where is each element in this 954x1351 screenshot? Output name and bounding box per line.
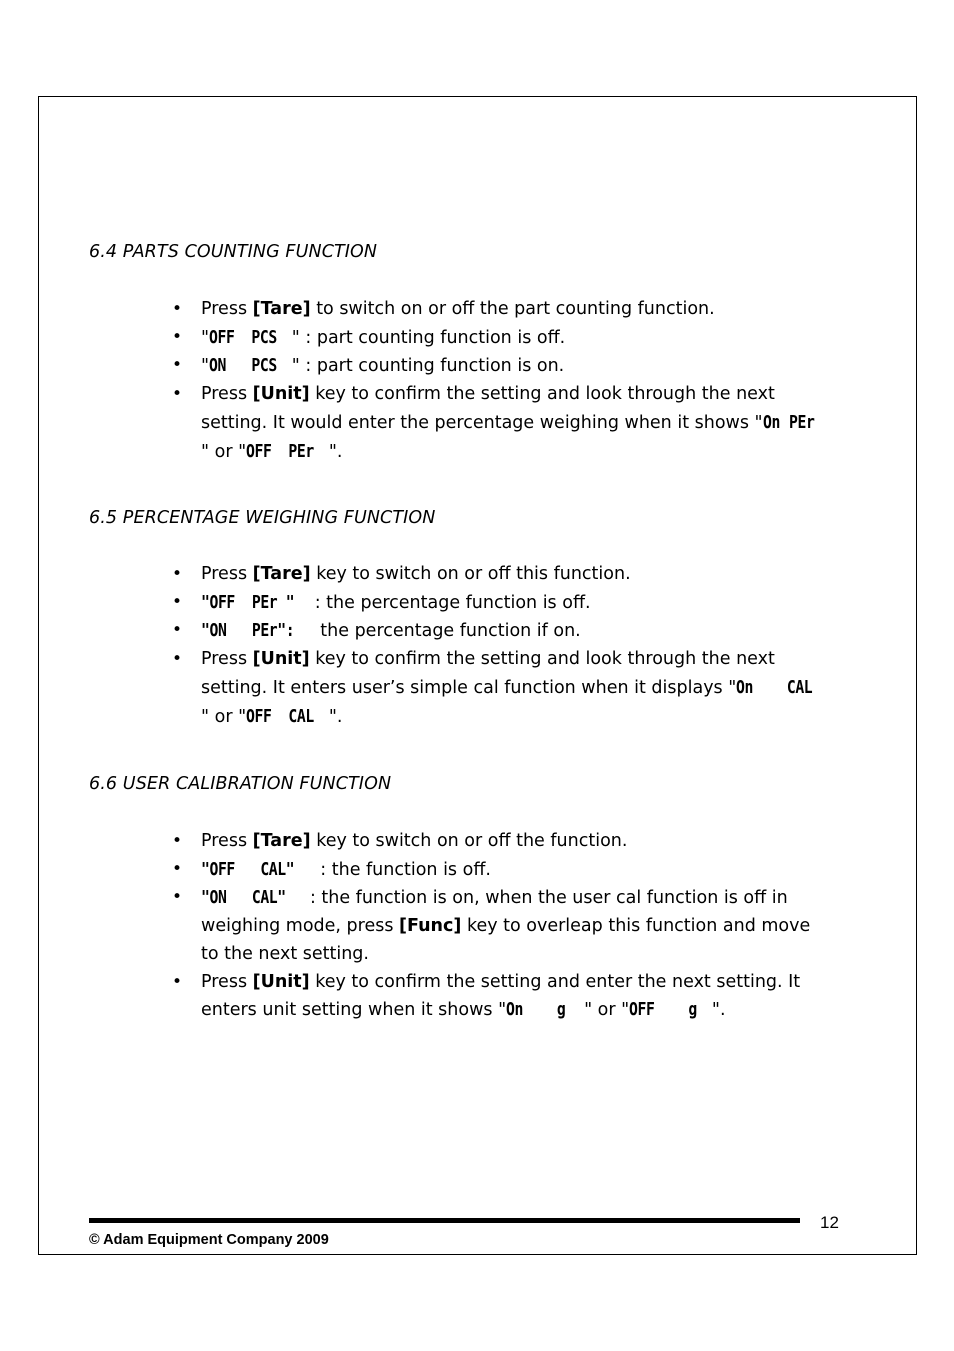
- body-text: Press: [201, 831, 253, 851]
- display-readout: "ON CAL": [201, 887, 286, 909]
- key-name: [Tare]: [252, 564, 311, 584]
- body-text: Press: [201, 971, 253, 992]
- bullet-dot: •: [172, 591, 183, 612]
- bullet-dot: •: [172, 858, 183, 879]
- list-item: [0, 828, 832, 856]
- page-number: 12: [820, 1213, 839, 1232]
- body-text: the percentage function if on.: [314, 621, 581, 642]
- footer-rule: [89, 1218, 800, 1223]
- body-text: " : part counting function is on.: [291, 356, 565, 377]
- display-readout: On: [762, 411, 780, 433]
- display-readout: "OFF PEr ": [201, 591, 295, 613]
- body-text: key to switch on or off the function.: [310, 831, 628, 851]
- body-text: ".: [328, 441, 343, 462]
- body-text: Press: [201, 299, 253, 319]
- key-name: [Unit]: [252, 649, 310, 670]
- display-readout: PEr: [788, 411, 815, 433]
- body-text: to switch on or off the part counting function.: [310, 299, 715, 319]
- body-text: ".: [711, 1000, 726, 1021]
- bullet-dot: •: [172, 649, 183, 670]
- list-item: [0, 352, 832, 381]
- body-text: : the percentage function is off.: [314, 592, 591, 613]
- body-text: " or ": [201, 706, 247, 727]
- list-item: [0, 296, 832, 324]
- key-name: [Unit]: [252, 971, 310, 992]
- list-item: [0, 969, 832, 1025]
- body-text: ": [201, 327, 210, 348]
- body-text: : the function is off.: [314, 859, 491, 880]
- display-readout: "ON PEr":: [201, 620, 295, 642]
- bullet-dot: •: [172, 326, 183, 347]
- key-name: [Tare]: [252, 299, 311, 319]
- display-readout: "OFF CAL": [201, 858, 295, 880]
- section-heading: 6.5 PERCENTAGE WEIGHING FUNCTION: [89, 508, 436, 528]
- body-text: [783, 413, 789, 433]
- body-text: Press: [201, 384, 253, 405]
- list-item: [0, 324, 832, 353]
- display-readout: On CAL: [736, 676, 813, 698]
- body-text: key to confirm the setting and enter the next setting. It enters unit setting when it shows ": [201, 971, 801, 1021]
- display-readout: On g: [506, 999, 566, 1021]
- display-readout: OFF g: [629, 999, 698, 1021]
- body-text: key to switch on or off this function.: [310, 564, 631, 584]
- body-text: key to confirm the setting and look through the next setting. It enters user’s simple cal function when it displays ": [201, 649, 775, 698]
- body-text: ": [201, 356, 210, 377]
- body-text: " or ": [201, 441, 247, 462]
- display-readout: OFF PCS: [209, 326, 277, 348]
- bullet-dot: •: [172, 971, 183, 992]
- body-text: Press: [201, 649, 253, 670]
- bullet-dot: •: [172, 384, 183, 405]
- body-text: key to overleap this function and move to the next setting.: [201, 916, 811, 964]
- key-name: [Func]: [399, 916, 462, 937]
- section-heading: 6.4 PARTS COUNTING FUNCTION: [89, 242, 378, 262]
- bullet-list: [0, 296, 832, 466]
- bullet-list: [0, 828, 832, 1025]
- list-item: [0, 856, 832, 885]
- list-item: [0, 884, 832, 968]
- footer-copyright: © Adam Equipment Company 2009: [89, 1232, 329, 1248]
- section-heading: 6.6 USER CALIBRATION FUNCTION: [89, 774, 392, 794]
- list-item: [0, 561, 832, 589]
- bullet-dot: •: [172, 299, 183, 319]
- list-item: [0, 646, 832, 731]
- bullet-dot: •: [172, 355, 183, 376]
- body-text: " or ": [578, 1000, 630, 1021]
- body-text: : the function is on, when the user cal function is off in weighing mode, press: [201, 888, 788, 937]
- bullet-list: [0, 561, 832, 731]
- body-text: " : part counting function is off.: [291, 327, 566, 348]
- list-item: [0, 589, 832, 618]
- body-text: Press: [201, 564, 253, 584]
- display-readout: OFF PEr: [246, 440, 314, 462]
- body-text: ".: [328, 706, 343, 727]
- bullet-dot: •: [172, 620, 183, 641]
- list-item: [0, 381, 832, 466]
- bullet-dot: •: [172, 564, 183, 584]
- body-text: key to confirm the setting and look through the next setting. It would enter the percentage weighing when it shows ": [201, 384, 775, 433]
- display-readout: ON PCS: [209, 355, 277, 377]
- key-name: [Unit]: [252, 384, 310, 405]
- list-item: [0, 617, 832, 646]
- display-readout: OFF CAL: [246, 705, 314, 727]
- key-name: [Tare]: [252, 831, 311, 851]
- bullet-dot: •: [172, 887, 183, 908]
- bullet-dot: •: [172, 831, 183, 851]
